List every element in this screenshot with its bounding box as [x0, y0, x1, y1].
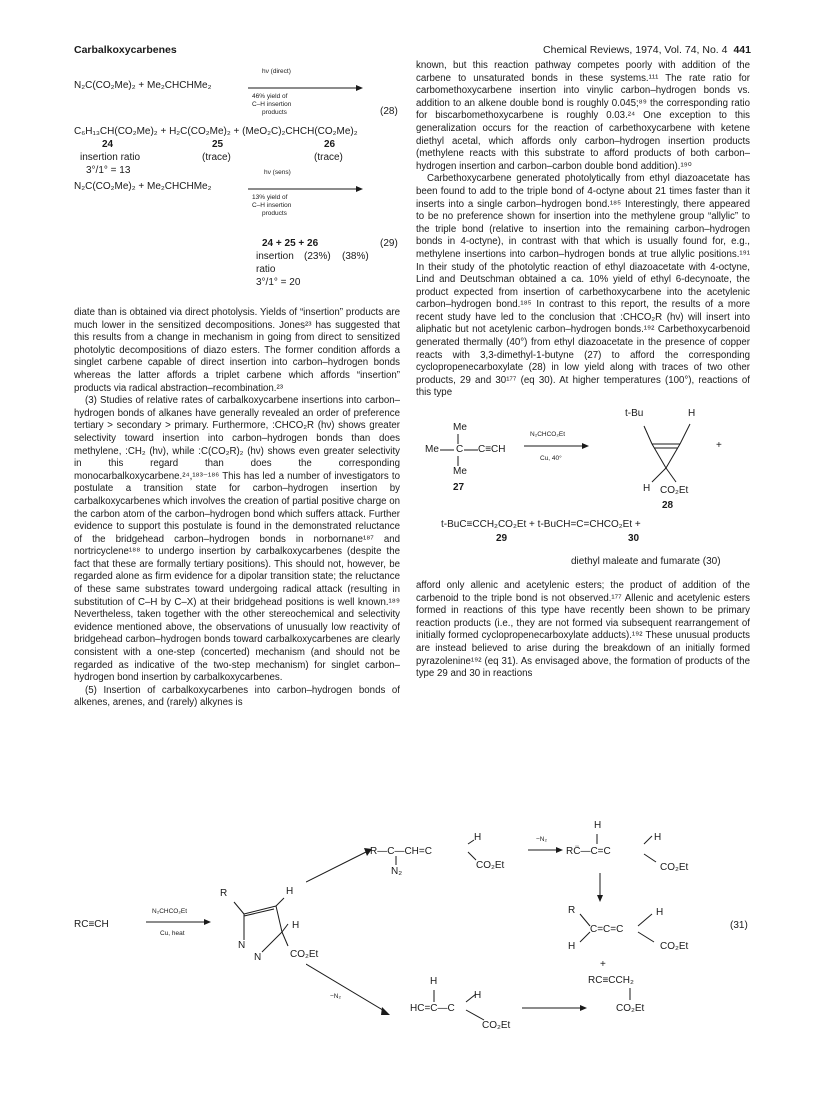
eq28-arrow-label-3: products	[262, 109, 287, 116]
eq31-start: RC≡CH	[74, 919, 109, 930]
eq30-reagent: N₂CHCO₂Et	[530, 431, 566, 438]
eq30-tail: diethyl maleate and fumarate (30)	[571, 556, 721, 567]
eq30-central-carbon: C	[456, 444, 464, 455]
diazo-h: H	[474, 832, 482, 843]
eq31-number: (31)	[730, 920, 748, 931]
lower-h-top: H	[430, 976, 438, 987]
eq28-ratio: 3°/1° = 13	[86, 165, 131, 176]
cyclopropene-ring	[630, 418, 700, 488]
running-head-section: Carbalkoxycarbenes	[74, 44, 177, 56]
paragraph-selectivity: (3) Studies of relative rates of carbalkoxycarbene insertions into carbon–hydrogen bonds of alkanes have generally revealed an order of preference tertiary > secondary > primary. Furthermore, :CHCO₂R (hν) shows greater selectivity toward insertion into carbon–hydrogen bonds than does methylene, :CH₂ (hν), while :C(CO₂R)₂ (hν) shows even greater selectivity in this regard than does the corresponding monocarbalkoxycarbene.²⁴,¹⁸³⁻¹⁸⁶ This has led a number of investigators to postulate a transition state for carbon–hydrogen insertion by carbalkoxycarbenes which involves the creation of partial positive charge on the carbon atom of the carbon–hydrogen bond which suffers attack. Further evidence to support this postulate is found in the demonstrated reluctance of the bridgehead carbon–hydrogen bonds in norbornane¹⁸⁷ and nortricyclene¹⁸⁸ to undergo insertion by carbalkoxycarbenes (despite the fact that these are formally tertiary positions). This should not, however, be regarded alone as firm evidence for a dipolar transition state; the reluctance of these same substrates toward undergoing radical attack (resulting in substitution of C–H by C–X) at their bridgehead positions is well known.¹⁸⁹ Nevertheless, taken together with the other stereochemical and selectivity evidence mentioned above, the observations of unusually low reactivity of bridgehead carbon–hydrogen bonds toward carbalkoxycarbenes are clearly consistent with a one-step (concerted) mechanism (and should not be regarded as indicative of the two-step mechanism) for singlet carbon–hydrogen bond insertion by carbalkoxycarbenes.	[74, 395, 400, 684]
diazo-bonds	[390, 838, 490, 868]
diazo-n2: N₂	[391, 866, 403, 877]
pyrazolenine-n2: N	[254, 952, 262, 963]
pyrazolenine-n1: N	[238, 940, 246, 951]
eq31-conditions: Cu, heat	[160, 930, 185, 937]
carbene-bonds	[588, 832, 668, 866]
eq30-tbu: t-Bu	[625, 408, 644, 419]
eq31-arrow-right-1	[528, 844, 568, 856]
eq29-arrow-label-2: C–H insertion	[252, 202, 292, 209]
compound-25-label: 25	[212, 139, 224, 150]
page-number: 441	[733, 44, 751, 56]
eq30-h-top: H	[688, 408, 696, 419]
pyrazolenine-h1: H	[286, 886, 294, 897]
eq30-h-bottom: H	[643, 483, 651, 494]
eq29-yield-25: (23%)	[304, 251, 331, 262]
eq29-ratio: 3°/1° = 20	[256, 277, 301, 288]
allene-co2et: CO₂Et	[660, 941, 689, 952]
eq29-ratio-label: ratio	[256, 264, 276, 275]
lower-bonds	[426, 988, 496, 1024]
eq29-arrow-label-top: hν (sens)	[264, 169, 291, 176]
eq29-yield-26: (38%)	[342, 251, 369, 262]
pyrazolenine-h2: H	[292, 920, 300, 931]
carbene-h-top: H	[594, 820, 602, 831]
right-column-continuation	[416, 580, 750, 681]
right-column-text	[416, 60, 750, 400]
eq29-arrow-label-1: 13% yield of	[252, 194, 288, 201]
journal-citation: Chemical Reviews, 1974, Vol. 74, No. 4	[543, 44, 728, 56]
eq28-arrow-label-1: 46% yield of	[252, 93, 288, 100]
compound-27-label: 27	[453, 482, 465, 493]
allene-r: R	[568, 905, 576, 916]
eq30-me-bottom: Me	[453, 466, 467, 477]
left-column-text	[74, 307, 400, 710]
compound-29-label: 29	[496, 533, 508, 544]
eq30-alkyne: C≡CH	[478, 444, 506, 455]
eq31-arrow-down	[306, 962, 396, 1022]
carbene-chain: RC̈—C=C	[566, 846, 611, 857]
carbene-co2et: CO₂Et	[660, 862, 689, 873]
eq29-insertion-label: insertion	[256, 251, 294, 262]
eq30-conditions: Cu, 40°	[540, 455, 562, 462]
compound-24-label: 24	[102, 139, 114, 150]
alkyne-product-bond	[624, 986, 636, 1002]
compound-26-label: 26	[324, 139, 336, 150]
eq30-arrow	[524, 440, 594, 452]
eq28-products: C₆H₁₃CH(CO₂Me)₂ + H₂C(CO₂Me)₂ + (MeO₂C)₂CHCH(CO₂Me)₂	[74, 126, 358, 137]
eq28-trace-26: (trace)	[314, 152, 343, 163]
eq28-number: (28)	[380, 106, 398, 117]
paragraph-mechanism: diate than is obtained via direct photolysis. Yields of “insertion” products are much lower in the sensitized decompositions. Jones²³ has suggested that this results from a change in mechanism in going from direct to sensitized photolytic decompositions of diazo esters. The former condition affords a singlet carbene capable of direct insertion into carbon–hydrogen bonds whereas the latter affords a triplet carbene which affords “insertion” products via radical abstraction–recombination.²³	[74, 307, 400, 394]
carbene-h: H	[654, 832, 662, 843]
eq31-reagent: N₂CHCO₂Et	[152, 908, 188, 915]
paragraph-insertion-alkenes: (5) Insertion of carbalkoxycarbenes into carbon–hydrogen bonds of alkenes, arenes, and (rarely) alkynes is	[74, 684, 400, 709]
eq28-reactants: N₂C(CO₂Me)₂ + Me₂CHCHMe₂	[74, 80, 212, 91]
paragraph-vinylic-insertion: known, but this reaction pathway competes poorly with addition of the carbene to unsaturated bonds in these systems.¹¹¹ The rate ratio for carbomethoxycarbene insertion into vinylic carbon–hydrogen bonds vs. addition to an alkene double bond is roughly 0.045;⁸⁹ the corresponding ratio for biscarbomethoxycarbene is roughly 0.03.²⁴ One exception to this generalization occurs for the reaction of carbethoxycarbene with ketene diethyl acetal, which affords only carbon–hydrogen insertion products (methylene reacts with this substrate to afford products of both carbon–hydrogen insertion and carbon–carbon double bond addition).¹⁹⁰	[416, 60, 750, 172]
eq31-arrow-right-2	[522, 1002, 592, 1014]
lower-chain: HC=C—C	[410, 1003, 455, 1014]
alkyne-product: RC≡CCH₂	[588, 975, 634, 986]
eq31-arrow-up	[306, 846, 376, 886]
eq29-reactants: N₂C(CO₂Me)₂ + Me₂CHCHMe₂	[74, 181, 212, 192]
eq30-co2et: CO₂Et	[660, 485, 689, 496]
compound-30-label: 30	[628, 533, 640, 544]
pyrazolenine-r: R	[220, 888, 228, 899]
eq29-products: 24 + 25 + 26	[262, 238, 319, 249]
eq31-plus: +	[600, 959, 606, 970]
compound-28-label: 28	[662, 500, 674, 511]
lower-co2et: CO₂Et	[482, 1020, 511, 1031]
pyrazolenine-ring	[226, 894, 296, 958]
running-head-journal	[543, 44, 751, 56]
eq30-plus: +	[716, 440, 722, 451]
pyrazolenine-co2et: CO₂Et	[290, 949, 319, 960]
eq28-arrow-label-2: C–H insertion	[252, 101, 292, 108]
eq31-minus-n2-lower: −N₂	[330, 993, 342, 1000]
eq28-insertion-ratio-label: insertion ratio	[80, 152, 141, 163]
allene-bonds	[576, 912, 666, 946]
eq30-me-left: Me	[425, 444, 439, 455]
paragraph-allenic-esters: afford only allenic and acetylenic esters; the product of addition of the carbenoid to the triple bond is not observed.¹⁷⁷ Allenic and acetylenic esters formed in reactions of this type have recently been shown to be primary reaction products (i.e., they are not formed via subsequent rearrangement of initially formed cyclopropenecarboxylate adducts).¹⁹² These unusual products are instead believed to arise during the breakdown of an initially formed pyrazolenine¹⁹² (eq 31). As envisaged above, the formation of products of the type 29 and 30 in reactions	[416, 580, 750, 680]
allene-chain: C=C=C	[590, 924, 624, 935]
eq28-arrow-label-top: hν (direct)	[262, 68, 291, 75]
eq29-number: (29)	[380, 238, 398, 249]
lower-h: H	[474, 990, 482, 1001]
paragraph-carbethoxycarbene-octyne: Carbethoxycarbene generated photolytically from ethyl diazoacetate has been found to add to the triple bond of 4-octyne about 21 times faster than it inserts into a single carbon–hydrogen bond.¹⁸⁵ Interestingly, there appeared to be no preference shown for insertion into the methylene group “allylic” to the triple bond (relative to insertion into the remaining carbon–hydrogen bonds in 4-octyne), in contrast with that which is usually found for, e.g., methylene insertions into carbon–hydrogen bonds at true allylic positions.¹⁹¹ In their study of the photolytic reaction of ethyl diazoacetate with 4-octyne, Lind and Deutschman obtained a ca. 10% yield of ethyl 6-decynoate, the product expected from insertion of carbethoxycarbene into the acetylenic carbon–hydrogen bond.¹⁸⁵ In contrast to this report, the results of a more recent study have led to the conclusion that :CHCO₂R (hν) will insert into aliphatic but not acetylenic carbon–hydrogen bonds.¹⁹² Carbethoxycarbenoid generated thermally (40°) from ethyl diazoacetate in the presence of copper reacts with 3,3-dimethyl-1-butyne (27) to afford the corresponding cyclopropenecarboxylate (28) in low yield along with traces of two other products, 29 and 30¹⁷⁷ (eq 30). At higher temperatures (100°), reactions of this type	[416, 173, 750, 399]
diazo-chain: R—C—CH=C	[370, 846, 432, 857]
alkyne-product-co2et: CO₂Et	[616, 1003, 645, 1014]
eq31-arrow-vertical	[594, 873, 606, 903]
eq31-arrow-1	[146, 916, 216, 928]
eq30-products-line: t-BuC≡CCH₂CO₂Et + t-BuCH=C=CHCO₂Et +	[441, 519, 641, 530]
eq28-trace-25: (trace)	[202, 152, 231, 163]
eq30-me-top: Me	[453, 422, 467, 433]
allene-h-left: H	[568, 941, 576, 952]
diazo-co2et: CO₂Et	[476, 860, 505, 871]
allene-h: H	[656, 907, 664, 918]
eq29-arrow-label-3: products	[262, 210, 287, 217]
eq31-minus-n2-upper: −N₂	[536, 836, 548, 843]
eq30-bonds-27	[440, 430, 500, 480]
